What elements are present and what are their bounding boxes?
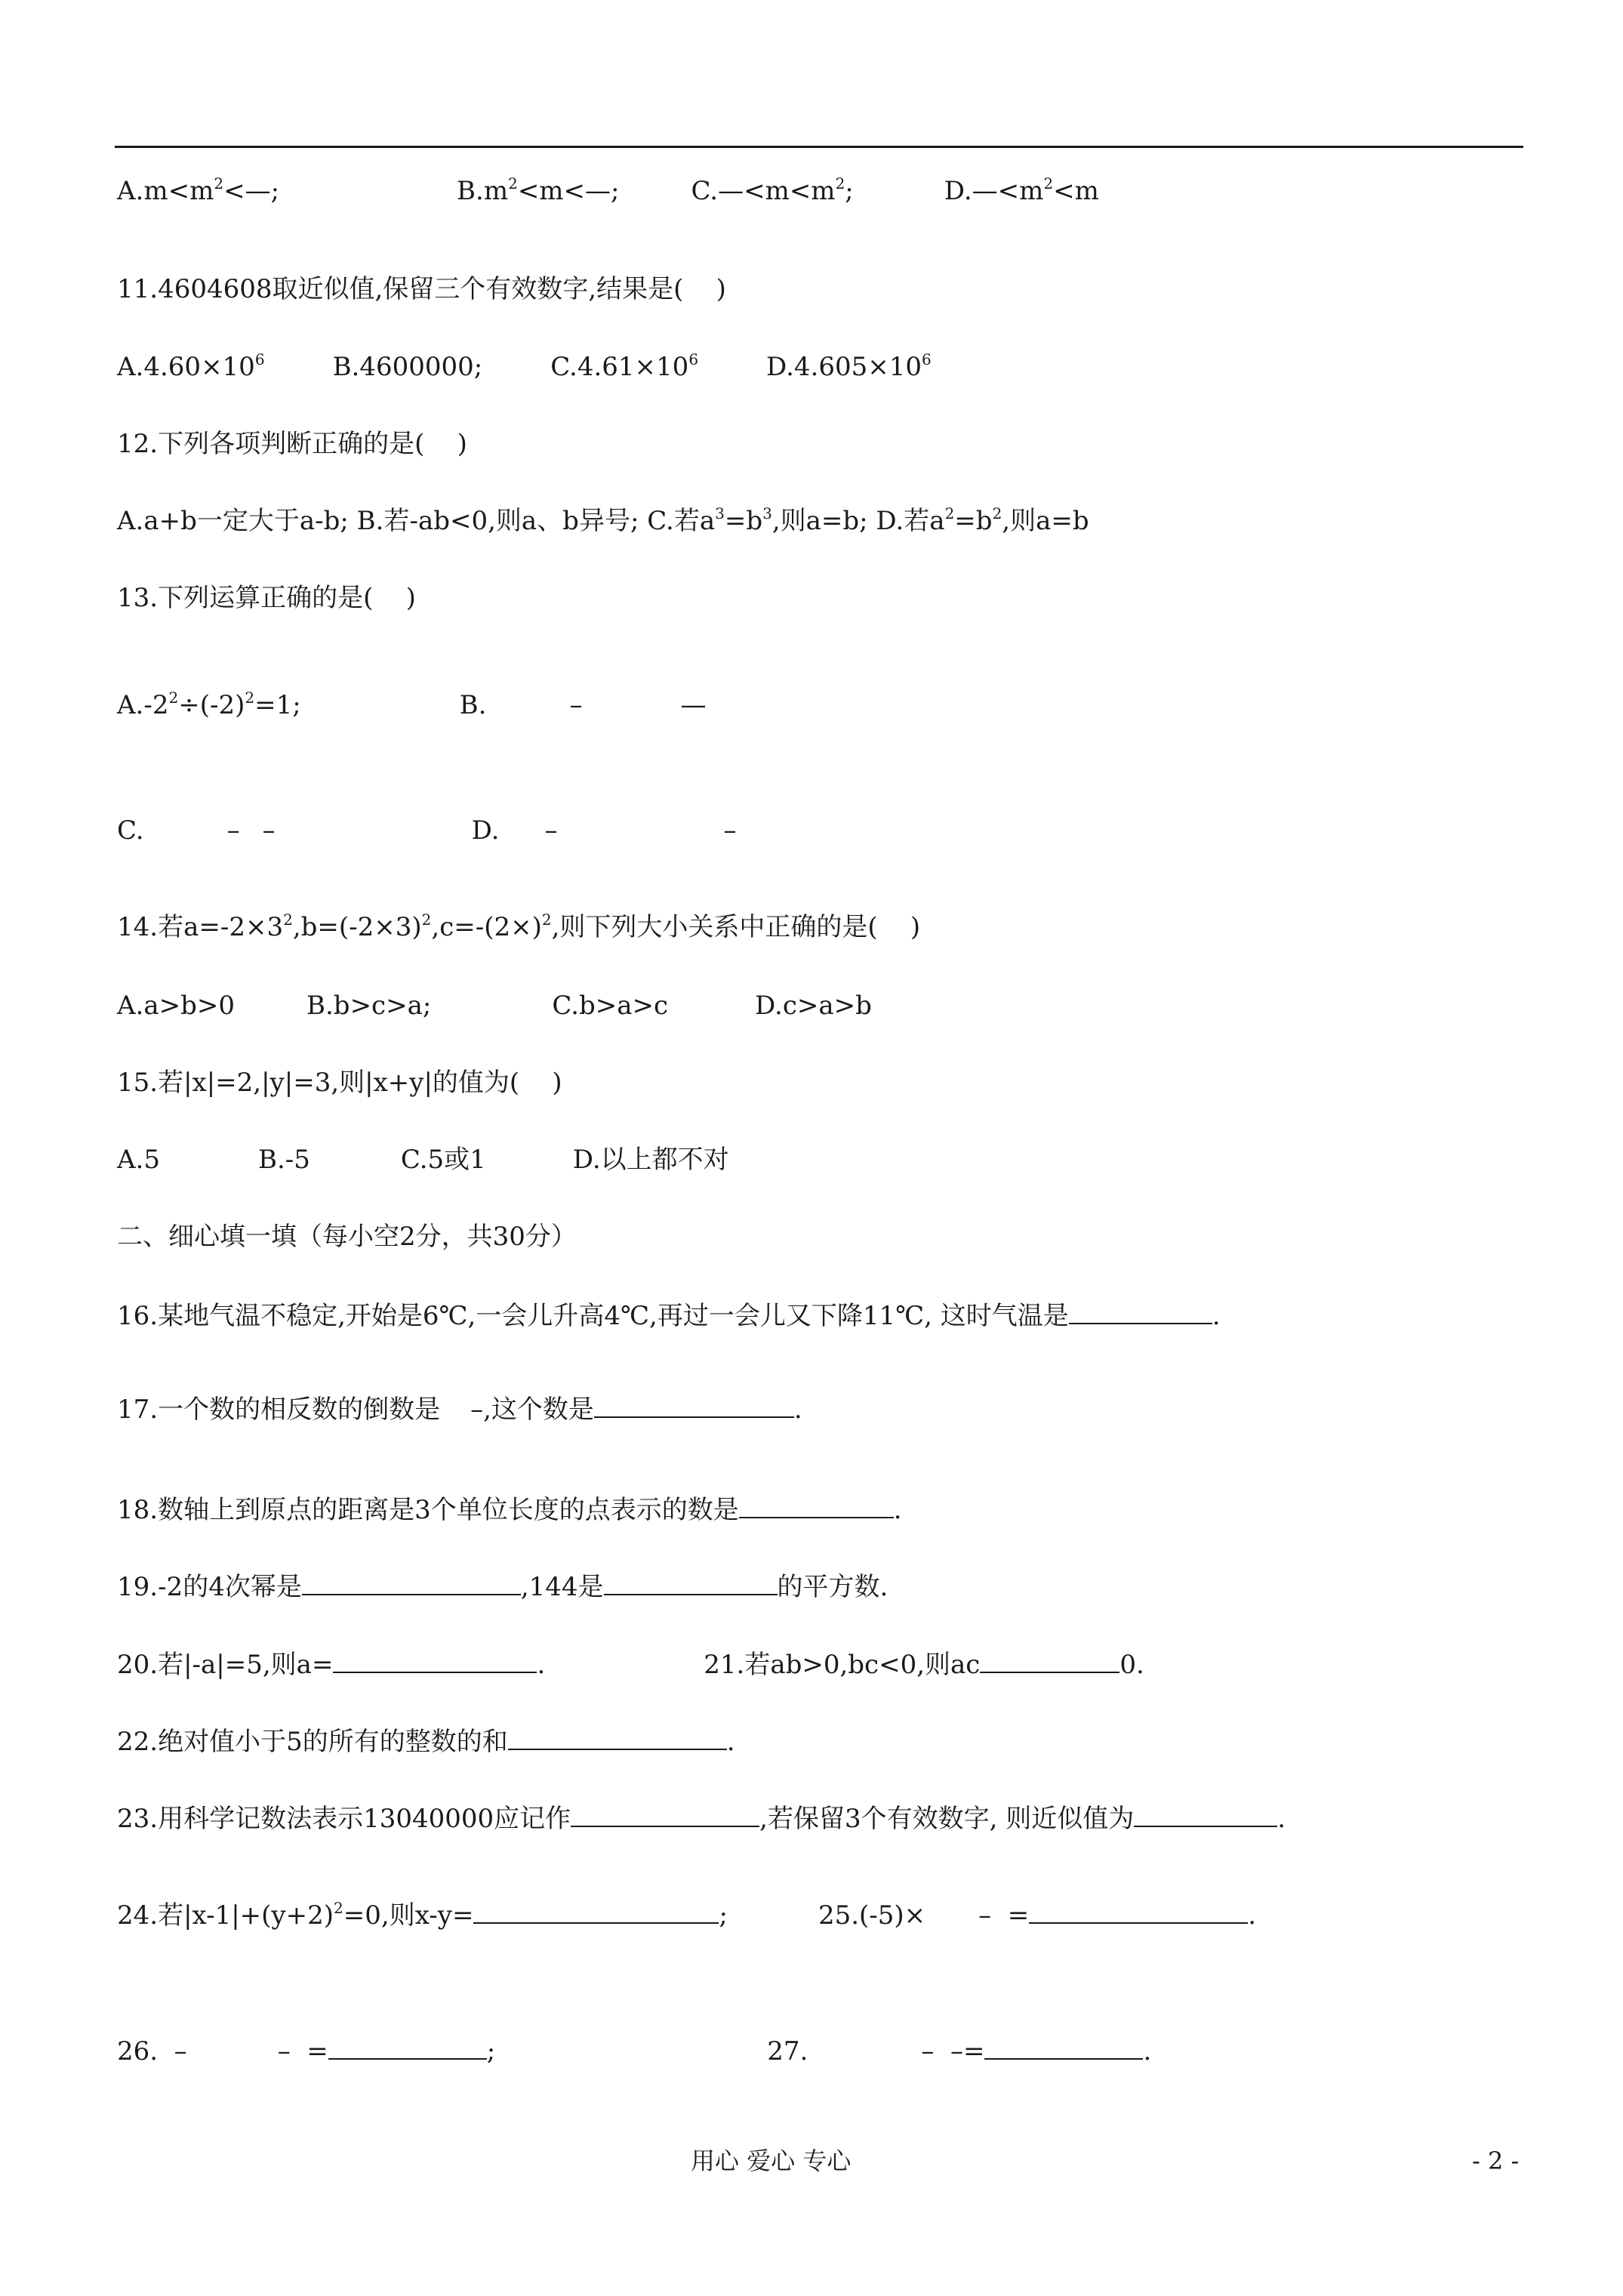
line-text: <—; (223, 176, 280, 206)
line-text: – (723, 815, 737, 846)
answer-blank[interactable] (980, 1646, 1119, 1673)
line-text: A.5 (117, 1145, 160, 1175)
line-text: C.4.61×10 (550, 352, 689, 382)
line-text: D.—<m (944, 176, 1044, 206)
line-text: . (793, 1395, 802, 1425)
line-text: ,b=(-2×3) (292, 912, 422, 942)
line-text: ,c=-(2×) (431, 912, 542, 942)
line-text: – (226, 815, 240, 846)
line-text: C.b>a>c (552, 991, 668, 1021)
text-line (117, 1491, 902, 1524)
footer-motto: 用心 爱心 专心 (691, 2147, 852, 2175)
line-text: =b (954, 506, 993, 536)
line-text: 26. – (117, 2036, 187, 2066)
line-text: ; (845, 176, 854, 206)
text-line (117, 1220, 577, 1253)
line-text: 16.某地气温不稳定,开始是6℃,一会儿升高4℃,再过一会儿又下降11℃, 这时气温是 (117, 1301, 1069, 1331)
line-text: C. (117, 815, 144, 846)
line-text: 15.若|x|=2,|y|=3,则|x+y|的值为( ) (117, 1068, 562, 1098)
header-rule (115, 146, 1523, 148)
line-text: B. (459, 690, 487, 720)
text-line (117, 504, 1089, 538)
line-text: – (569, 690, 583, 720)
line-text: D.4.605×10 (766, 352, 922, 382)
superscript: 2 (944, 504, 955, 522)
line-text: <m (1053, 176, 1099, 206)
line-text: 11.4604608取近似值,保留三个有效数字,结果是( ) (117, 274, 726, 304)
line-text: =1; (254, 690, 301, 720)
line-text: – (544, 815, 558, 846)
text-line (117, 1143, 729, 1176)
text-line (117, 174, 1099, 208)
line-text: – = (277, 2036, 328, 2066)
line-text: ; (486, 2036, 496, 2066)
line-text: B.m (457, 176, 509, 206)
line-text: 22.绝对值小于5的所有的整数的和 (117, 1727, 508, 1757)
line-text: C.—<m<m (691, 176, 836, 206)
line-text: =0,则x-y= (343, 1900, 474, 1931)
line-text: A.a>b>0 (117, 991, 236, 1021)
text-line (117, 581, 416, 615)
text-line (117, 1297, 1221, 1330)
text-line (117, 350, 932, 384)
line-text: –,这个数是 (470, 1395, 594, 1425)
superscript: 3 (762, 504, 772, 522)
text-line (117, 1391, 802, 1424)
line-text: 14.若a=-2×3 (117, 912, 284, 942)
line-text: . (726, 1727, 735, 1757)
line-text: A.m<m (117, 176, 214, 206)
text-line (117, 2032, 1151, 2066)
line-text: . (1212, 1301, 1221, 1331)
line-text: C.5或1 (400, 1145, 486, 1175)
line-text: 24.若|x-1|+(y+2) (117, 1900, 334, 1931)
answer-blank[interactable] (604, 1568, 778, 1595)
superscript: 2 (1043, 174, 1054, 193)
line-text: =b (724, 506, 763, 536)
text-line (117, 911, 920, 944)
line-text: ; (719, 1900, 728, 1931)
line-text: . (893, 1495, 902, 1525)
text-line (117, 1897, 1256, 1930)
line-text: D.c>a>b (755, 991, 872, 1021)
line-text: B.b>c>a; (306, 991, 432, 1021)
line-text: . (1143, 2036, 1152, 2066)
line-text: – (262, 815, 276, 846)
line-text: 12.下列各项判断正确的是( ) (117, 429, 467, 459)
line-text: 的平方数. (777, 1572, 888, 1602)
answer-blank[interactable] (571, 1800, 759, 1827)
superscript: 2 (992, 504, 1002, 522)
line-text: 23.用科学记数法表示13040000应记作 (117, 1804, 571, 1834)
answer-blank[interactable] (1069, 1297, 1212, 1324)
line-text: 13.下列运算正确的是( ) (117, 583, 416, 613)
line-text: – –= (921, 2036, 985, 2066)
answer-blank[interactable] (333, 1646, 537, 1673)
line-text: A.4.60×10 (117, 352, 255, 382)
superscript: 2 (421, 911, 432, 929)
line-text: 19.-2的4次幂是 (117, 1572, 302, 1602)
line-text: ,则a=b (1002, 506, 1089, 536)
answer-blank[interactable] (302, 1568, 521, 1595)
line-text: 18.数轴上到原点的距离是3个单位长度的点表示的数是 (117, 1495, 739, 1525)
line-text: – = (978, 1900, 1030, 1931)
line-text: . (537, 1650, 546, 1680)
text-line (117, 1723, 735, 1756)
answer-blank[interactable] (984, 2032, 1143, 2060)
answer-blank[interactable] (1029, 1897, 1248, 1924)
text-line (117, 427, 467, 461)
line-text: — (680, 690, 707, 720)
text-line (117, 1066, 562, 1099)
superscript: 2 (283, 911, 293, 929)
answer-blank[interactable] (1134, 1800, 1277, 1827)
line-text: ,则a=b; D.若a (771, 506, 945, 536)
line-text: A.-2 (117, 690, 169, 720)
line-text: B.4600000; (332, 352, 483, 382)
superscript: 6 (254, 350, 265, 368)
superscript: 2 (168, 689, 179, 707)
line-text: 0. (1119, 1650, 1144, 1680)
line-text: 27. (767, 2036, 808, 2066)
line-text: ,若保留3个有效数字, 则近似值为 (759, 1804, 1135, 1834)
answer-blank[interactable] (739, 1491, 894, 1518)
line-text: 25.(-5)× (818, 1900, 926, 1931)
line-text: 20.若|-a|=5,则a= (117, 1650, 334, 1680)
superscript: 2 (541, 911, 552, 929)
line-text: B.-5 (258, 1145, 310, 1175)
superscript: 2 (214, 174, 224, 193)
superscript: 2 (835, 174, 845, 193)
text-line (117, 814, 736, 847)
answer-blank[interactable] (508, 1723, 727, 1750)
line-text: 二、细心填一填（每小空2分，共30分） (117, 1222, 577, 1252)
text-line (117, 1800, 1286, 1833)
text-line (117, 689, 706, 722)
superscript: 6 (922, 350, 932, 368)
line-text: ,则下列大小关系中正确的是( ) (551, 912, 921, 942)
text-line (117, 1646, 1144, 1679)
line-text: A.a+b一定大于a-b; B.若-ab<0,则a、b异号; C.若a (117, 506, 716, 536)
line-text: D. (471, 815, 500, 846)
answer-blank[interactable] (594, 1391, 794, 1418)
text-line (117, 1568, 888, 1601)
answer-blank[interactable] (328, 2032, 487, 2060)
line-text: D.以上都不对 (572, 1145, 729, 1175)
line-text: <m<—; (517, 176, 620, 206)
line-text: . (1248, 1900, 1257, 1931)
text-line (117, 273, 726, 306)
superscript: 2 (334, 1899, 343, 1917)
superscript: 2 (508, 174, 518, 193)
line-text: ,144是 (520, 1572, 604, 1602)
answer-blank[interactable] (473, 1897, 719, 1924)
line-text: 17.一个数的相反数的倒数是 (117, 1395, 441, 1425)
line-text: 21.若ab>0,bc<0,则ac (704, 1650, 981, 1680)
page-number: - 2 - (1472, 2147, 1520, 2175)
line-text: ÷(-2) (178, 690, 245, 720)
line-text: . (1277, 1804, 1286, 1834)
superscript: 3 (715, 504, 725, 522)
text-line (117, 989, 872, 1022)
superscript: 6 (688, 350, 699, 368)
superscript: 2 (245, 689, 255, 707)
